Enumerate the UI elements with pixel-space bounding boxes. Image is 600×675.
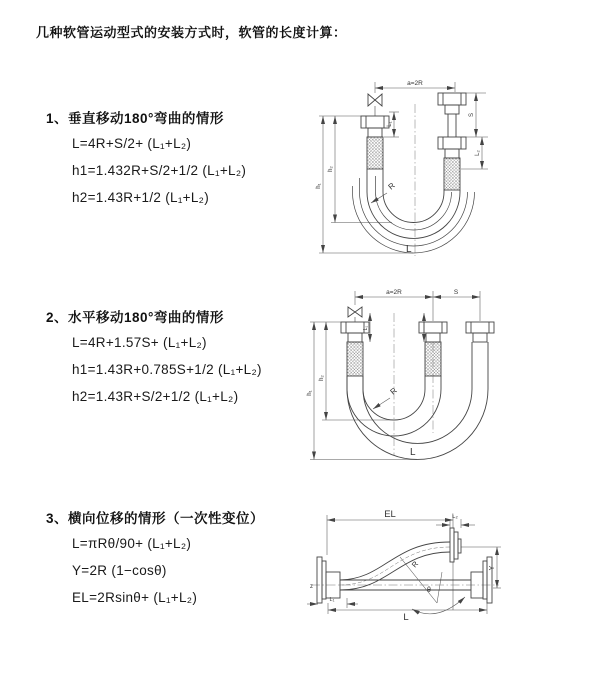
section-3-formulas	[72, 536, 264, 605]
dim-label-l: L	[410, 447, 416, 458]
vertical-bend-drawing	[280, 66, 590, 258]
section-1	[46, 107, 246, 205]
dim-label-h2: h₂	[319, 375, 325, 381]
dim-label-l1: L₁	[363, 325, 369, 331]
dim-label-y: Y	[489, 565, 496, 571]
dim-label-l2: L₂	[452, 514, 458, 520]
dim-label-h1: h₁	[307, 390, 313, 396]
lateral-displacement-drawing	[303, 505, 600, 650]
page-title: 几种软管运动型式的安装方式时，软管的长度计算：	[36, 25, 347, 40]
formula-line: h2=1.43R+1/2 (L₁+L₂)	[72, 190, 210, 205]
dim-label-r: R	[409, 559, 421, 570]
formula-line: L=4R+S/2+ (L₁+L₂)	[72, 136, 192, 151]
dim-label-l2: L₂	[475, 150, 481, 156]
section-2	[46, 306, 262, 404]
section-3-heading: 3、横向位移的情形（一次性变位）	[46, 511, 265, 526]
section-2-formulas	[72, 335, 262, 404]
hose-body	[317, 528, 492, 603]
formula-line: Y=2R (1−cosθ)	[72, 563, 167, 578]
dim-label-a2r: a=2R	[407, 80, 423, 87]
horizontal-bend-drawing	[300, 283, 600, 463]
section-2-heading: 2、水平移动180°弯曲的情形	[46, 310, 224, 325]
dim-label-a2r: a=2R	[386, 289, 402, 296]
diagram-lateral-displacement	[303, 505, 600, 650]
dim-label-s: S	[453, 289, 459, 296]
formula-line: L=4R+1.57S+ (L₁+L₂)	[72, 335, 207, 350]
dim-label-l1: L₁	[387, 121, 393, 127]
formula-line: h1=1.432R+S/2+1/2 (L₁+L₂)	[72, 163, 247, 178]
dim-label-h2: h₂	[328, 166, 334, 172]
section-3	[46, 507, 264, 605]
dim-label-r: R	[386, 180, 397, 192]
centerline-break-mark: z	[310, 584, 313, 590]
dim-label-el: EL	[384, 509, 396, 520]
formula-line: EL=2Rsinθ+ (L₁+L₂)	[72, 590, 198, 605]
section-1-heading: 1、垂直移动180°弯曲的情形	[46, 111, 224, 126]
dim-label-l1: L₁	[329, 597, 335, 603]
dim-label-l: L	[406, 244, 412, 255]
formula-line: h2=1.43R+S/2+1/2 (L₁+L₂)	[72, 389, 239, 404]
hose-body	[353, 93, 475, 253]
section-1-formulas	[72, 136, 246, 205]
dim-label-theta: θ	[427, 587, 431, 594]
valve-icon	[348, 307, 362, 322]
diagram-horizontal-180-bend	[300, 283, 600, 463]
formula-line: L=πRθ/90+ (L₁+L₂)	[72, 536, 192, 551]
dim-label-h1: h₁	[316, 183, 322, 189]
dim-label-l: L	[403, 612, 409, 623]
dim-label-s: S	[469, 112, 475, 118]
formula-line: h1=1.43R+0.785S+1/2 (L₁+L₂)	[72, 362, 262, 377]
curve-centerline	[340, 547, 450, 585]
diagram-vertical-180-bend	[280, 66, 590, 258]
valve-icon	[368, 94, 382, 116]
dim-label-r: R	[388, 385, 399, 397]
